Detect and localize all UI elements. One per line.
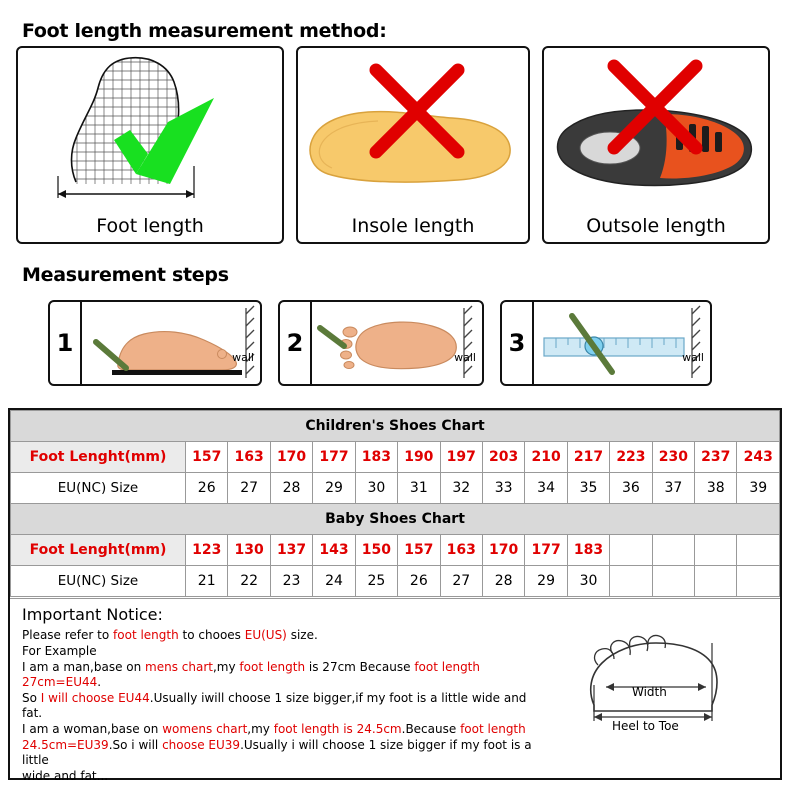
foot-side-grid-icon xyxy=(18,48,282,200)
cell: 31 xyxy=(398,473,440,504)
cell-empty xyxy=(737,566,780,597)
cell: 39 xyxy=(737,473,780,504)
foot-dimensions-diagram xyxy=(554,625,766,745)
row-header: Foot Lenght(mm) xyxy=(11,535,186,566)
cell: 21 xyxy=(186,566,228,597)
notice-line: For Example xyxy=(22,644,97,658)
cell-empty xyxy=(695,535,737,566)
cell-empty xyxy=(610,566,652,597)
cell: 177 xyxy=(525,535,567,566)
row-header: EU(NC) Size xyxy=(11,566,186,597)
cell: 203 xyxy=(482,442,524,473)
cell: 163 xyxy=(228,442,270,473)
step-number: 1 xyxy=(50,302,82,384)
cell: 30 xyxy=(355,473,397,504)
wall-label: wall xyxy=(682,351,704,364)
method-card-outsole-length xyxy=(542,46,770,244)
width-label: Width xyxy=(632,685,667,699)
cell: 177 xyxy=(313,442,355,473)
cell: 30 xyxy=(567,566,609,597)
cell: 170 xyxy=(270,442,312,473)
cell: 28 xyxy=(482,566,524,597)
table-row xyxy=(11,566,780,597)
cell: 35 xyxy=(567,473,609,504)
cell: 197 xyxy=(440,442,482,473)
cell: 223 xyxy=(610,442,652,473)
cell: 157 xyxy=(186,442,228,473)
cell: 170 xyxy=(482,535,524,566)
cell: 163 xyxy=(440,535,482,566)
baby-chart-title: Baby Shoes Chart xyxy=(11,504,780,535)
size-chart-block xyxy=(8,408,782,783)
cell-empty xyxy=(652,535,694,566)
cell: 28 xyxy=(270,473,312,504)
method-card-insole-length xyxy=(296,46,530,244)
cell: 217 xyxy=(567,442,609,473)
cell: 237 xyxy=(695,442,737,473)
outsole-icon xyxy=(544,48,768,200)
step-card-1 xyxy=(48,300,262,386)
wall-label: wall xyxy=(232,351,254,364)
method-card-row xyxy=(16,46,774,244)
foot-side-against-wall-icon xyxy=(82,302,262,384)
measurement-steps-title: Measurement steps xyxy=(22,264,229,286)
cell: 33 xyxy=(482,473,524,504)
cell: 22 xyxy=(228,566,270,597)
notice-line: I am a woman,base on womens chart,my foot length is 24.5cm.Because foot length xyxy=(22,722,526,736)
cell-empty xyxy=(610,535,652,566)
cell: 23 xyxy=(270,566,312,597)
step-card-3 xyxy=(500,300,712,386)
cell: 183 xyxy=(355,442,397,473)
cell: 130 xyxy=(228,535,270,566)
cell: 190 xyxy=(398,442,440,473)
cell: 210 xyxy=(525,442,567,473)
row-header: Foot Lenght(mm) xyxy=(11,442,186,473)
measurement-steps-row xyxy=(48,300,760,386)
cell: 243 xyxy=(737,442,780,473)
notice-title: Important Notice: xyxy=(22,605,163,624)
cell: 123 xyxy=(186,535,228,566)
important-notice xyxy=(10,598,780,783)
cell: 137 xyxy=(270,535,312,566)
table-section-title-row xyxy=(11,411,780,442)
cell: 157 xyxy=(398,535,440,566)
ruler-measure-icon xyxy=(534,302,712,384)
cell: 38 xyxy=(695,473,737,504)
step-card-2 xyxy=(278,300,484,386)
cell: 230 xyxy=(652,442,694,473)
table-row xyxy=(11,473,780,504)
cell: 24 xyxy=(313,566,355,597)
cell-empty xyxy=(652,566,694,597)
cell: 29 xyxy=(313,473,355,504)
cell: 27 xyxy=(228,473,270,504)
notice-line: Please refer to foot length to chooes EU(US) size. xyxy=(22,628,318,642)
step-number: 3 xyxy=(502,302,534,384)
heel-to-toe-label: Heel to Toe xyxy=(612,719,679,733)
cell: 183 xyxy=(567,535,609,566)
cell: 25 xyxy=(355,566,397,597)
cell: 27 xyxy=(440,566,482,597)
table-row xyxy=(11,535,780,566)
notice-line: So I will choose EU44.Usually iwill choose 1 size bigger,if my foot is a little wide and fat. xyxy=(22,691,527,720)
wall-label: wall xyxy=(454,351,476,364)
cell: 143 xyxy=(313,535,355,566)
cell: 29 xyxy=(525,566,567,597)
method-card-foot-length xyxy=(16,46,284,244)
cell: 32 xyxy=(440,473,482,504)
row-header: EU(NC) Size xyxy=(11,473,186,504)
children-chart-title: Children's Shoes Chart xyxy=(11,411,780,442)
method-card-label: Outsole length xyxy=(586,215,726,237)
cell: 36 xyxy=(610,473,652,504)
notice-line: wide and fat... xyxy=(22,769,109,783)
cell: 150 xyxy=(355,535,397,566)
size-chart-table xyxy=(10,410,780,597)
cell: 26 xyxy=(186,473,228,504)
cell: 34 xyxy=(525,473,567,504)
cell-empty xyxy=(737,535,780,566)
step-number: 2 xyxy=(280,302,312,384)
notice-line: 24.5cm=EU39.So i will choose EU39.Usually i will choose 1 size bigger if my foot is a little xyxy=(22,738,532,767)
cell: 26 xyxy=(398,566,440,597)
table-row xyxy=(11,442,780,473)
table-section-title-row xyxy=(11,504,780,535)
page-title: Foot length measurement method: xyxy=(22,20,387,42)
notice-line: I am a man,base on mens chart,my foot length is 27cm Because foot length 27cm=EU44. xyxy=(22,660,480,689)
cell-empty xyxy=(695,566,737,597)
foot-bottom-against-wall-icon xyxy=(312,302,484,384)
method-card-label: Insole length xyxy=(351,215,475,237)
cell: 37 xyxy=(652,473,694,504)
insole-icon xyxy=(298,48,528,200)
method-card-label: Foot length xyxy=(96,215,204,237)
notice-text xyxy=(22,628,542,784)
